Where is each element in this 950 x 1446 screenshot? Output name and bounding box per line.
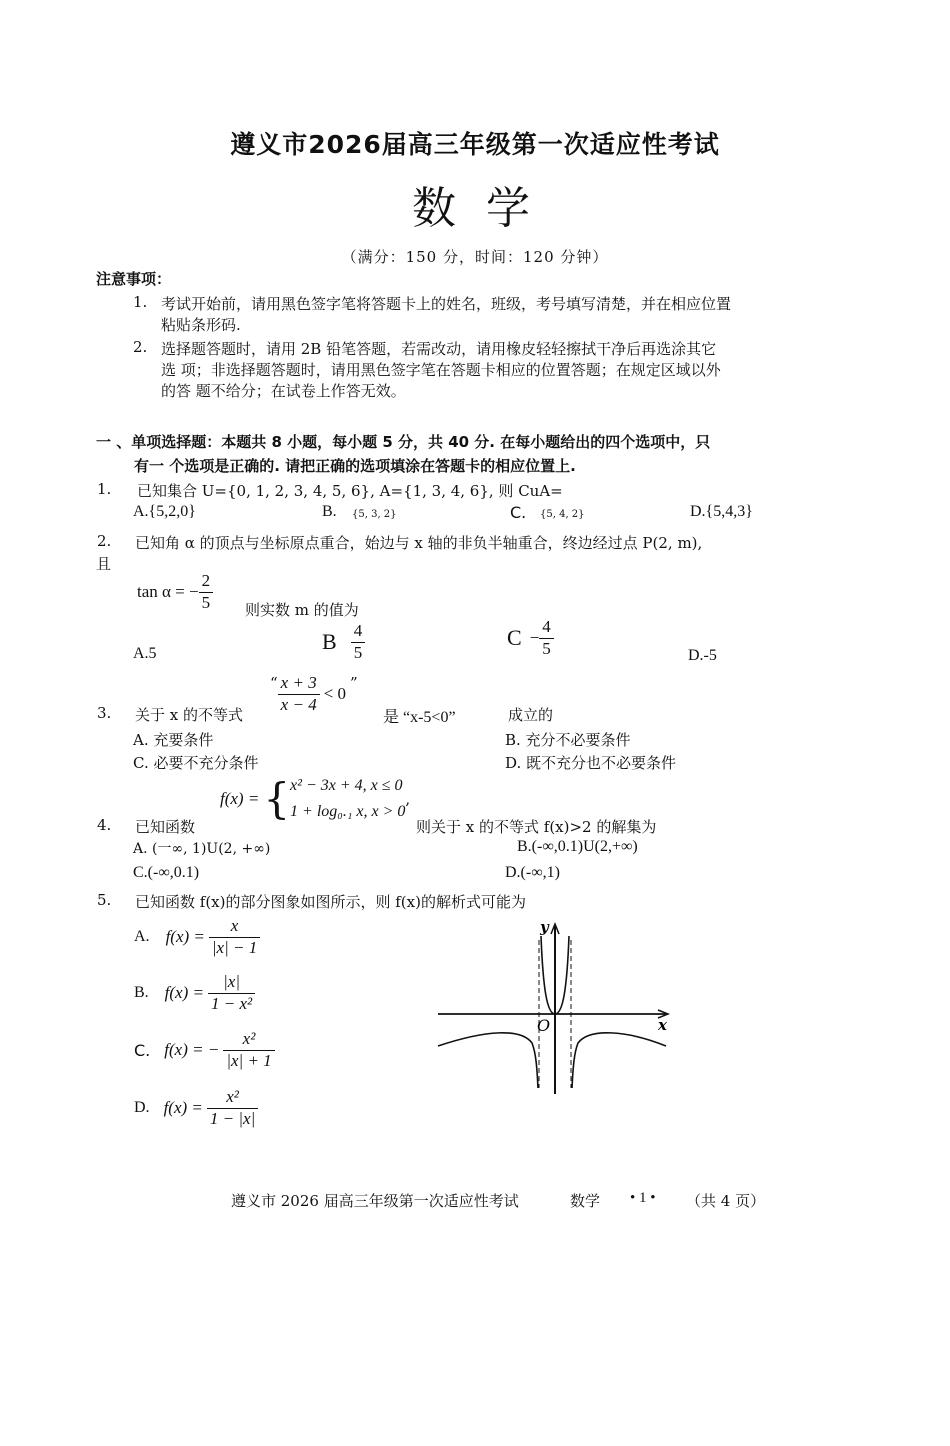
footer-title: 遵义市 2026 届高三年级第一次适应性考试 bbox=[231, 1192, 519, 1210]
option-c: C. f(x) = − $\frac{\text{x²}}{|x| + 1}$ bbox=[134, 1030, 275, 1070]
footer-total-pages: （共 4 页） bbox=[686, 1192, 766, 1210]
option-a: A.5 bbox=[133, 645, 157, 662]
piecewise-function: f(x) = { x² − 3x + 4, x ≤ 0 1 + log₀.₁ x, x > 0 , bbox=[220, 773, 411, 823]
option-d: D. f(x) = $\frac{\text{x²}}{1 - |x|}$ bbox=[134, 1088, 258, 1128]
exam-title: 遵义市2026届高三年级第一次适应性考试 bbox=[230, 130, 720, 159]
option-b: B. f(x) = $\frac{|x|}{\text{1 − x²}}$ bbox=[134, 973, 255, 1013]
section-heading: 一 、单项选择题：本题共 8 小题，每小题 5 分，共 40 分. 在每小题给出的四个选项中，只 bbox=[96, 433, 711, 451]
option-c-label: C. bbox=[510, 503, 527, 522]
right-branch-curve bbox=[572, 1033, 666, 1088]
option-b: B $\frac{4}{5}$ bbox=[322, 622, 365, 662]
footer-page-number: • 1 • bbox=[630, 1190, 656, 1206]
footer-subject: 数学 bbox=[570, 1192, 601, 1210]
option-b: B. 充分不必要条件 bbox=[505, 731, 631, 749]
option-b-label: B. bbox=[322, 503, 337, 520]
left-branch-curve bbox=[438, 1033, 538, 1088]
option-a: A. (一∞, 1)U(2, +∞) bbox=[133, 841, 271, 857]
option-c: C. 必要不充分条件 bbox=[133, 754, 259, 772]
option-b-value: {5, 3, 2} bbox=[352, 509, 397, 520]
y-axis-label: y bbox=[540, 918, 549, 936]
subject-title: 数 学 bbox=[412, 183, 538, 234]
section-heading-cont: 有一 个选项是正确的. 请把正确的选项填涂在答题卡的相应位置上. bbox=[134, 457, 576, 475]
tan-expression: tan α = − $\frac{2}{5}$ bbox=[137, 572, 213, 612]
option-d: D.(-∞,1) bbox=[505, 864, 560, 881]
function-graph bbox=[436, 918, 676, 1098]
option-a: A. f(x) = $\frac{x}{|x| - 1}$ bbox=[134, 917, 260, 957]
inequality-expression: “ $\frac{x + 3}{x - 4}$ < 0 ” bbox=[270, 673, 358, 714]
option-d: D. 既不充分也不必要条件 bbox=[505, 754, 677, 772]
option-d: D.{5,4,3} bbox=[690, 503, 753, 520]
origin-label: O bbox=[537, 1016, 551, 1035]
x-axis-label: x bbox=[658, 1016, 667, 1034]
option-a: A.{5,2,0} bbox=[133, 503, 196, 520]
option-c: C.(-∞,0.1) bbox=[133, 864, 200, 881]
option-c: C − $\frac{4}{5}$ bbox=[507, 618, 554, 658]
option-a: A. 充要条件 bbox=[133, 731, 214, 749]
option-c-value: {5, 4, 2} bbox=[540, 509, 585, 520]
notice-heading: 注意事项： bbox=[96, 270, 172, 288]
option-b: B.(-∞,0.1)U(2,+∞) bbox=[517, 838, 638, 855]
exam-meta: （满分：150 分，时间：120 分钟） bbox=[341, 248, 609, 266]
option-d: D.-5 bbox=[688, 647, 717, 664]
